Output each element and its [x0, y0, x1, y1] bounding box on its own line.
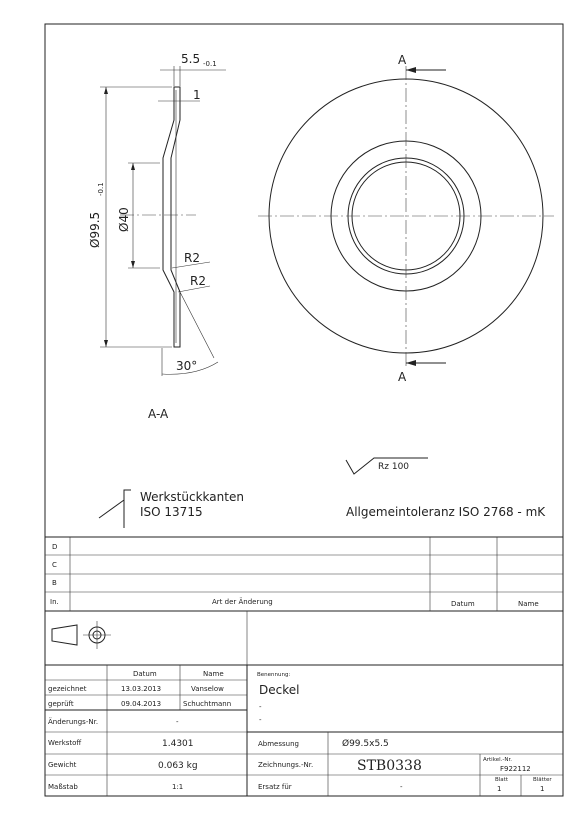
dim-wall: 1 [193, 88, 201, 102]
dim-thickness: 5.5 [181, 52, 201, 66]
dim-inner-diameter: Ø40 [117, 207, 131, 232]
tb-drawn-label: gezeichnet [48, 685, 87, 693]
tb-replaces-value: - [400, 783, 403, 791]
tb-weight-value: 0.063 kg [158, 761, 198, 771]
tb-checked-date: 09.04.2013 [121, 700, 162, 708]
tb-sheets-label: Blätter [533, 777, 552, 783]
edge-symbol [99, 490, 244, 528]
tb-sheet-label: Blatt [495, 777, 508, 783]
tb-scale-value: 1:1 [172, 783, 184, 791]
edge-title: Werkstückkanten [140, 490, 244, 504]
tb-drawn-name: Vanselow [191, 685, 224, 693]
tb-checked-label: geprüft [48, 700, 74, 708]
roughness-symbol [346, 458, 428, 474]
tb-sheets-value: 1 [540, 785, 545, 793]
tb-material-label: Werkstoff [48, 739, 82, 747]
dim-outer-diameter: Ø99.5 [88, 211, 102, 248]
cut-mark-top: A [398, 53, 407, 67]
tb-drawing-no-value: STB0338 [357, 758, 422, 774]
tb-designation-value: Deckel [259, 683, 300, 697]
tb-material-value: 1.4301 [162, 739, 194, 749]
tb-dimension-label: Abmessung [258, 740, 299, 748]
tb-article-value: F922112 [500, 765, 531, 773]
revision-row-c: C [52, 561, 57, 569]
tb-drawing-no-label: Zeichnungs.-Nr. [258, 761, 314, 769]
section-label: A-A [148, 407, 169, 421]
tb-designation-label: Benennung: [257, 672, 291, 678]
cut-mark-bottom: A [398, 370, 407, 384]
front-view [258, 53, 554, 384]
section-profile [163, 87, 180, 347]
tb-sheet-value: 1 [497, 785, 502, 793]
revision-row-d: D [52, 543, 58, 551]
tb-weight-label: Gewicht [48, 761, 77, 769]
revision-index-label: In. [50, 598, 59, 606]
tb-change-no-value: - [176, 718, 179, 726]
revision-table [45, 537, 563, 611]
revision-name-label: Name [518, 600, 539, 608]
tb-change-no-label: Änderungs-Nr. [48, 718, 99, 726]
projection-symbol-icon [52, 621, 111, 649]
dim-thickness-tolerance: -0.1 [203, 60, 217, 68]
radius-1: R2 [184, 251, 200, 265]
revision-change-label: Art der Änderung [212, 598, 273, 606]
tb-col-datum: Datum [133, 670, 157, 678]
tb-replaces-label: Ersatz für [258, 783, 292, 791]
section-view [88, 52, 226, 421]
edge-standard: ISO 13715 [140, 505, 203, 519]
title-block [45, 611, 563, 796]
dim-outer-tolerance: -0.1 [97, 182, 105, 196]
tb-designation-3: - [259, 716, 262, 724]
revision-row-b: B [52, 579, 57, 587]
tb-dimension-value: Ø99.5x5.5 [342, 739, 389, 749]
tb-article-label: Artikel.-Nr. [483, 757, 512, 763]
tb-scale-label: Maßstab [48, 783, 78, 791]
tb-designation-2: - [259, 703, 262, 711]
radius-2: R2 [190, 274, 206, 288]
revision-date-label: Datum [451, 600, 475, 608]
roughness-value: Rz 100 [378, 462, 410, 472]
general-tolerance: Allgemeintoleranz ISO 2768 - mK [346, 505, 546, 519]
tb-drawn-date: 13.03.2013 [121, 685, 162, 693]
tb-col-name: Name [203, 670, 224, 678]
dim-angle: 30° [176, 359, 198, 373]
tb-checked-name: Schuchtmann [183, 700, 232, 708]
